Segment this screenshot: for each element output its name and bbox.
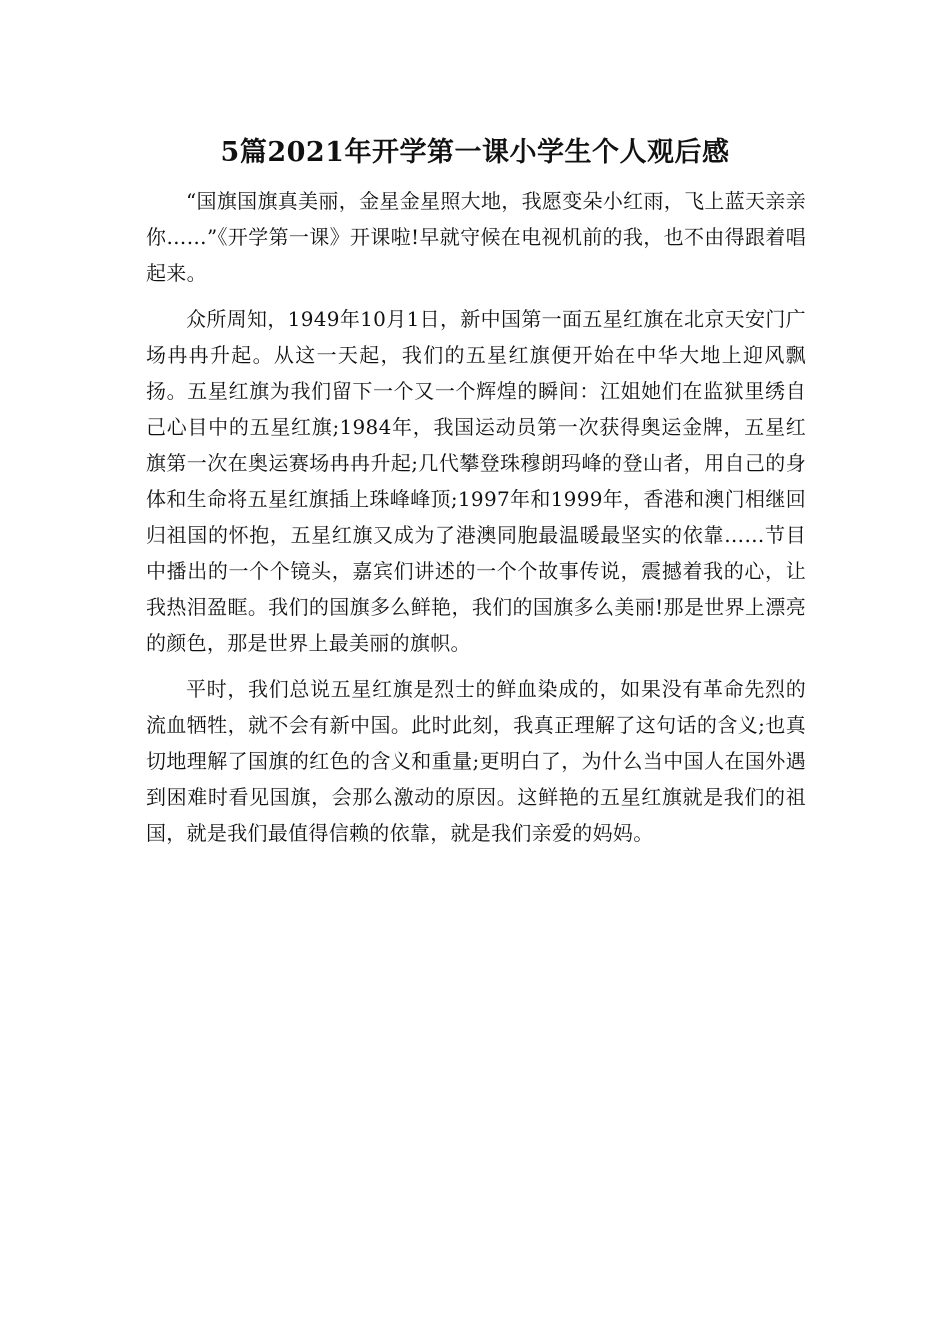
paragraph-2: 众所周知，1949年10月1日，新中国第一面五星红旗在北京天安门广场冉冉升起。从这一天起，我们的五星红旗便开始在中华大地上迎风飘扬。五星红旗为我们留下一个又一个辉煌的瞬间：江姐她们在监狱里绣自己心目中的五星红旗;1984年，我国运动员第一次获得奥运金牌，五星红旗第一次在奥运赛场冉冉升起;几代攀登珠穆朗玛峰的登山者，用自己的身体和生命将五星红旗插上珠峰峰顶;1997年和1999年，香港和澳门相继回归祖国的怀抱，五星红旗又成为了港澳同胞最温暖最坚实的依靠……节目中播出的一个个镜头，嘉宾们讲述的一个个故事传说，震撼着我的心，让我热泪盈眶。我们的国旗多么鲜艳，我们的国旗多么美丽!那是世界上漂亮的颜色，那是世界上最美丽的旗帜。	[146, 307, 806, 655]
document-body	[146, 183, 806, 861]
document-title: 5篇2021年开学第一课小学生个人观后感	[220, 137, 730, 168]
paragraph-1: “国旗国旗真美丽，金星金星照大地，我愿变朵小红雨，飞上蓝天亲亲你……”《开学第一课》开课啦!早就守候在电视机前的我，也不由得跟着唱起来。	[146, 189, 806, 285]
paragraph-3: 平时，我们总说五星红旗是烈士的鲜血染成的，如果没有革命先烈的流血牺牲，就不会有新中国。此时此刻，我真正理解了这句话的含义;也真切地理解了国旗的红色的含义和重量;更明白了，为什么当中国人在国外遇到困难时看见国旗，会那么激动的原因。这鲜艳的五星红旗就是我们的祖国，就是我们最值得信赖的依靠，就是我们亲爱的妈妈。	[146, 677, 806, 845]
